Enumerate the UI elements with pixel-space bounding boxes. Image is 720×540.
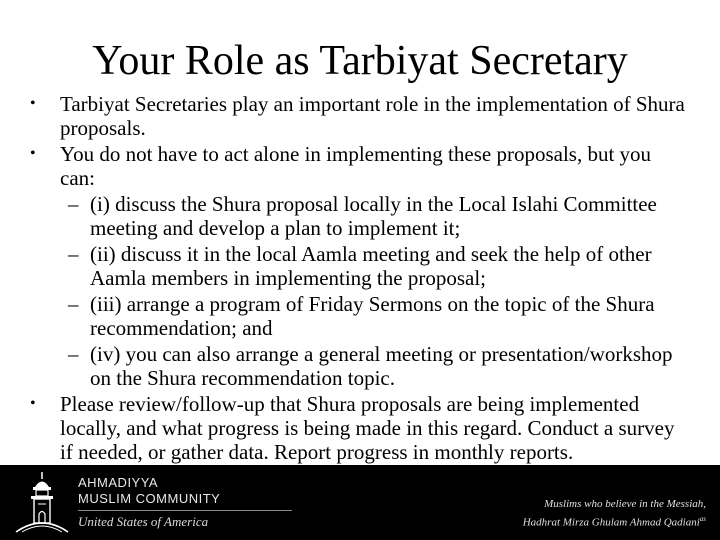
- bullet-text: Tarbiyat Secretaries play an important role in the implementation of Shura proposals.: [60, 92, 685, 140]
- tagline-line1: Muslims who believe in the Messiah,: [544, 498, 706, 510]
- bullet-text: Please review/follow-up that Shura proposals are being implemented locally, and what progress is being made in this regard. Conduct a survey if needed, or gather data. Report progress in monthly reports.: [60, 392, 675, 464]
- bullet-item: [28, 392, 688, 464]
- dash-marker: –: [68, 342, 79, 366]
- minaret-logo-icon: [12, 470, 72, 534]
- sub-bullet-item: [28, 192, 688, 240]
- sub-bullet-text: (iv) you can also arrange a general meeting or presentation/workshop on the Shura recommendation topic.: [90, 342, 673, 390]
- dash-marker: –: [68, 292, 79, 316]
- sub-bullet-item: [28, 242, 688, 290]
- sub-bullet-item: [28, 342, 688, 390]
- tagline-suffix: as: [699, 515, 706, 523]
- org-name-line1: AHMADIYYA: [78, 475, 159, 490]
- org-divider: [78, 510, 292, 511]
- sub-bullet-text: (ii) discuss it in the local Aamla meeting and seek the help of other Aamla members in implementing the proposal;: [90, 242, 652, 290]
- slide-title: Your Role as Tarbiyat Secretary: [92, 38, 628, 84]
- bullet-item: [28, 92, 688, 140]
- org-country: United States of America: [78, 514, 209, 529]
- tagline-line2-text: Hadhrat Mirza Ghulam Ahmad Qadiani: [522, 516, 700, 529]
- tagline: [523, 497, 706, 531]
- bullet-marker: •: [30, 95, 36, 112]
- org-name-line2: MUSLIM COMMUNITY: [78, 491, 221, 506]
- sub-bullet-item: [28, 292, 688, 340]
- dash-marker: –: [68, 242, 79, 266]
- footer-banner: [0, 465, 720, 540]
- bullet-item: [28, 142, 688, 190]
- org-name: [78, 475, 220, 507]
- dash-marker: –: [68, 192, 79, 216]
- sub-bullet-text: (i) discuss the Shura proposal locally in the Local Islahi Committee meeting and develop a plan to implement it;: [90, 192, 657, 240]
- tagline-line2: [523, 512, 706, 531]
- slide-body: [28, 92, 688, 466]
- bullet-marker: •: [30, 145, 36, 162]
- bullet-text: You do not have to act alone in implementing these proposals, but you can:: [60, 142, 652, 190]
- bullet-marker: •: [30, 395, 36, 412]
- sub-bullet-text: (iii) arrange a program of Friday Sermons on the topic of the Shura recommendation; and: [90, 292, 655, 340]
